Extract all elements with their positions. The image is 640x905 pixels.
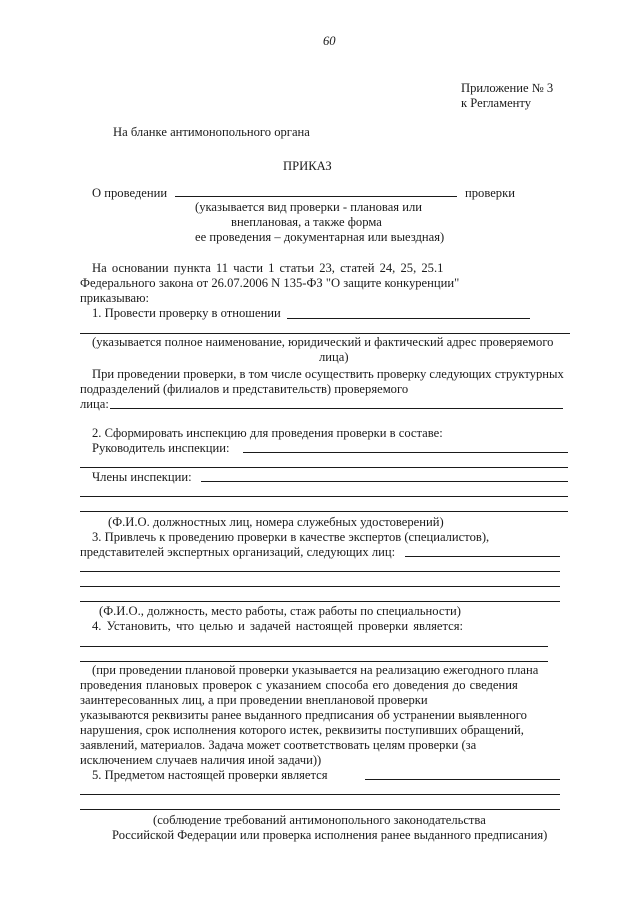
- item4-text: 4. Установить, что целью и задачей настоящей проверки является:: [92, 619, 464, 633]
- inspection-head-line: [243, 452, 568, 453]
- item4-hint-2: проведения плановых проверок с указанием способа его доведения до сведения: [80, 678, 518, 692]
- goal-line-1: [80, 646, 548, 647]
- subject-line-1: [365, 779, 560, 780]
- inspection-members-line-1: [201, 481, 568, 482]
- item1-hint-1: (указывается полное наименование, юридический и фактический адрес проверяемого: [92, 335, 554, 349]
- item4-hint-1: (при проведении плановой проверки указывается на реализацию ежегодного плана: [92, 663, 539, 677]
- subject-line-3: [80, 809, 560, 810]
- item4-hint-7: исключением случаев наличия иной задачи)): [80, 753, 322, 767]
- item4-hint-5: нарушения, срок исполнения которого истек, реквизиты поступивших обращений,: [80, 723, 524, 737]
- letterhead-note: На бланке антимонопольного органа: [113, 125, 310, 139]
- item4-hint-6: заявлений, материалов. Задача может соответствовать целям проверки (за: [80, 738, 477, 752]
- item1-hint-2: лица): [319, 350, 349, 364]
- experts-line-3: [80, 586, 560, 587]
- conduct-type-line: [175, 196, 457, 197]
- item5-hint-1: (соблюдение требований антимонопольного законодательства: [153, 813, 486, 827]
- basis-line-3: приказываю:: [80, 291, 150, 305]
- appendix-number: Приложение № 3: [461, 81, 554, 95]
- item1-subject-line-2: [80, 333, 570, 334]
- basis-line-2: Федерального закона от 26.07.2006 N 135-ФЗ "О защите конкуренции": [80, 276, 460, 290]
- item3-line-1: 3. Привлечь к проведению проверки в качестве экспертов (специалистов),: [92, 530, 490, 544]
- inspection-head-label: Руководитель инспекции:: [92, 441, 230, 455]
- conduct-hint-3: ее проведения – документарная или выездная): [195, 230, 445, 244]
- item4-hint-3: заинтересованных лиц, а при проведении внеплановой проверки: [80, 693, 428, 707]
- document-title: ПРИКАЗ: [283, 159, 332, 173]
- inspection-members-label: Члены инспекции:: [92, 470, 192, 484]
- goal-line-2: [80, 661, 548, 662]
- conduct-hint-1: (указывается вид проверки - плановая или: [195, 200, 423, 214]
- item1-paragraph-2: подразделений (филиалов и представительств) проверяемого: [80, 382, 409, 396]
- conduct-prefix: О проведении: [92, 186, 168, 200]
- page-number: 60: [323, 34, 336, 48]
- item5-text: 5. Предметом настоящей проверки является: [92, 768, 328, 782]
- appendix-reference: к Регламенту: [461, 96, 532, 110]
- item2-text: 2. Сформировать инспекцию для проведения проверки в составе:: [92, 426, 443, 440]
- experts-line-4: [80, 601, 560, 602]
- item1-text: 1. Провести проверку в отношении: [92, 306, 281, 320]
- item1-divisions-line: [110, 408, 563, 409]
- item1-subject-line: [287, 318, 530, 319]
- item3-line-2: представителей экспертных организаций, следующих лиц:: [80, 545, 396, 559]
- item5-hint-2: Российской Федерации или проверка исполнения ранее выданного предписания): [112, 828, 548, 842]
- subject-line-2: [80, 794, 560, 795]
- item2-hint: (Ф.И.О. должностных лиц, номера служебных удостоверений): [108, 515, 444, 529]
- conduct-suffix: проверки: [465, 186, 515, 200]
- experts-line-1: [405, 556, 560, 557]
- inspection-head-line-2: [80, 467, 568, 468]
- item1-paragraph-1: При проведении проверки, в том числе осуществить проверку следующих структурных: [92, 367, 564, 381]
- basis-line-1: На основании пункта 11 части 1 статьи 23, статей 24, 25, 25.1: [92, 261, 444, 275]
- inspection-members-line-3: [80, 511, 568, 512]
- item1-paragraph-3: лица:: [80, 397, 109, 411]
- experts-line-2: [80, 571, 560, 572]
- item4-hint-4: указываются реквизиты ранее выданного предписания об устранении выявленного: [80, 708, 527, 722]
- conduct-hint-2: внеплановая, а также форма: [231, 215, 382, 229]
- inspection-members-line-2: [80, 496, 568, 497]
- item3-hint: (Ф.И.О., должность, место работы, стаж работы по специальности): [99, 604, 461, 618]
